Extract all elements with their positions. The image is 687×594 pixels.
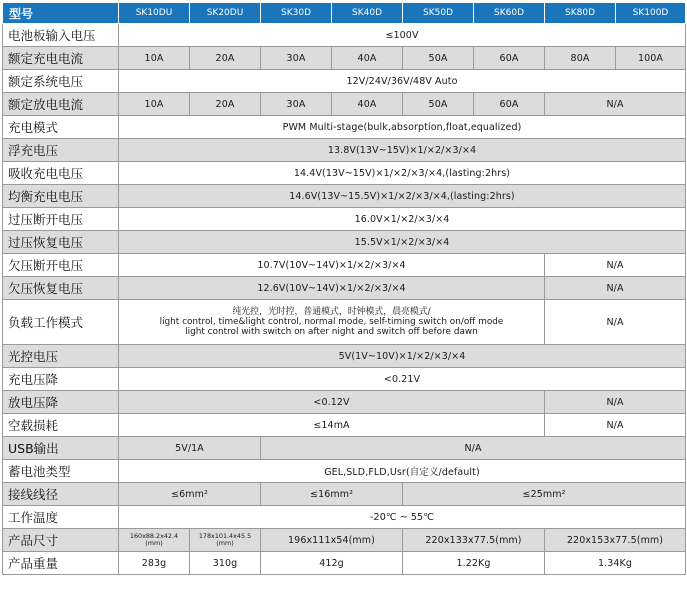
model-header-label: 型号 <box>3 3 119 24</box>
dimensions-size: 178x101.4x45.5 <box>198 532 252 540</box>
model-header-sk20du: SK20DU <box>190 3 261 24</box>
battery-type-value: GEL,SLD,FLD,Usr(自定义/default) <box>119 460 686 483</box>
row-under-disconnect <box>3 254 686 277</box>
row-usb-output <box>3 437 686 460</box>
row-weight <box>3 552 686 575</box>
charge-current-cell: 20A <box>190 47 261 70</box>
row-discharge-drop <box>3 391 686 414</box>
over-recover-value: 15.5V×1/×2/×3/×4 <box>119 231 686 254</box>
row-under-recover <box>3 277 686 300</box>
row-label: USB输出 <box>3 437 119 460</box>
discharge-current-cell: 40A <box>332 93 403 116</box>
row-over-recover <box>3 231 686 254</box>
row-label: 蓄电池类型 <box>3 460 119 483</box>
row-wire-size <box>3 483 686 506</box>
weight-cell: 310g <box>190 552 261 575</box>
charge-current-cell: 60A <box>474 47 545 70</box>
spec-table <box>2 2 686 575</box>
wire-size-cell: ≤16mm² <box>261 483 403 506</box>
usb-output-na: N/A <box>261 437 686 460</box>
row-battery-type <box>3 460 686 483</box>
dimensions-sk80-100: 220x153x77.5(mm) <box>545 529 686 552</box>
row-charge-mode <box>3 116 686 139</box>
row-float-voltage <box>3 139 686 162</box>
row-charge-drop <box>3 368 686 391</box>
row-equalize-voltage <box>3 185 686 208</box>
charge-current-cell: 80A <box>545 47 616 70</box>
dimensions-sk10 <box>119 529 190 552</box>
model-header-sk100d: SK100D <box>616 3 686 24</box>
row-label: 过压断开电压 <box>3 208 119 231</box>
under-disconnect-value: 10.7V(10V~14V)×1/×2/×3/×4 <box>119 254 545 277</box>
wire-size-cell: ≤25mm² <box>403 483 686 506</box>
under-recover-na: N/A <box>545 277 686 300</box>
charge-current-cell: 30A <box>261 47 332 70</box>
row-label: 电池板输入电压 <box>3 24 119 47</box>
row-system-voltage <box>3 70 686 93</box>
dimensions-sk50-60: 220x133x77.5(mm) <box>403 529 545 552</box>
load-mode-line: 纯光控，光时控，普通模式，时钟模式，晨亮模式/ <box>232 307 431 317</box>
discharge-current-na: N/A <box>545 93 686 116</box>
row-load-mode <box>3 300 686 345</box>
discharge-current-cell: 30A <box>261 93 332 116</box>
usb-output-value: 5V/1A <box>119 437 261 460</box>
panel-voltage-value: ≤100V <box>119 24 686 47</box>
header-row <box>3 3 686 24</box>
charge-current-cell: 40A <box>332 47 403 70</box>
model-header-sk60d: SK60D <box>474 3 545 24</box>
dimensions-sk20 <box>190 529 261 552</box>
charge-mode-value: PWM Multi-stage(bulk,absorption,float,equalized) <box>119 116 686 139</box>
dimensions-size: 160x88.2x42.4 <box>129 532 179 540</box>
row-label: 空载损耗 <box>3 414 119 437</box>
light-voltage-value: 5V(1V~10V)×1/×2/×3/×4 <box>119 345 686 368</box>
over-disconnect-value: 16.0V×1/×2/×3/×4 <box>119 208 686 231</box>
weight-cell: 412g <box>261 552 403 575</box>
row-label: 负载工作模式 <box>3 300 119 345</box>
idle-loss-value: ≤14mA <box>119 414 545 437</box>
dimensions-unit: (mm) <box>216 539 234 547</box>
row-label: 额定放电电流 <box>3 93 119 116</box>
load-mode-na: N/A <box>545 300 686 345</box>
model-header-sk50d: SK50D <box>403 3 474 24</box>
charge-current-cell: 10A <box>119 47 190 70</box>
row-absorb-voltage <box>3 162 686 185</box>
wire-size-cell: ≤6mm² <box>119 483 261 506</box>
row-panel-voltage <box>3 24 686 47</box>
load-mode-line: light control, time&light control, normal mode, self-timing switch on/off mode <box>159 317 504 327</box>
weight-cell: 1.34Kg <box>545 552 686 575</box>
row-label: 欠压恢复电压 <box>3 277 119 300</box>
row-label: 吸收充电电压 <box>3 162 119 185</box>
temperature-value: -20℃ ~ 55℃ <box>119 506 686 529</box>
model-header-sk80d: SK80D <box>545 3 616 24</box>
charge-current-cell: 50A <box>403 47 474 70</box>
under-disconnect-na: N/A <box>545 254 686 277</box>
row-label: 均衡充电电压 <box>3 185 119 208</box>
row-label: 产品尺寸 <box>3 529 119 552</box>
dimensions-sk30-40: 196x111x54(mm) <box>261 529 403 552</box>
row-label: 接线线径 <box>3 483 119 506</box>
equalize-voltage-value: 14.6V(13V~15.5V)×1/×2/×3/×4,(lasting:2hrs) <box>119 185 686 208</box>
row-label: 放电压降 <box>3 391 119 414</box>
row-label: 额定充电电流 <box>3 47 119 70</box>
model-header-sk30d: SK30D <box>261 3 332 24</box>
row-over-disconnect <box>3 208 686 231</box>
row-light-voltage <box>3 345 686 368</box>
idle-loss-na: N/A <box>545 414 686 437</box>
load-mode-line: light control with switch on after night and switch off before dawn <box>185 327 478 337</box>
discharge-current-cell: 10A <box>119 93 190 116</box>
row-label: 充电模式 <box>3 116 119 139</box>
model-header-sk40d: SK40D <box>332 3 403 24</box>
row-label: 工作温度 <box>3 506 119 529</box>
row-label: 额定系统电压 <box>3 70 119 93</box>
system-voltage-value: 12V/24V/36V/48V Auto <box>119 70 686 93</box>
under-recover-value: 12.6V(10V~14V)×1/×2/×3/×4 <box>119 277 545 300</box>
discharge-current-cell: 20A <box>190 93 261 116</box>
discharge-drop-value: <0.12V <box>119 391 545 414</box>
row-label: 过压恢复电压 <box>3 231 119 254</box>
row-label: 充电压降 <box>3 368 119 391</box>
row-temperature <box>3 506 686 529</box>
discharge-current-cell: 50A <box>403 93 474 116</box>
row-label: 欠压断开电压 <box>3 254 119 277</box>
discharge-drop-na: N/A <box>545 391 686 414</box>
row-label: 光控电压 <box>3 345 119 368</box>
discharge-current-cell: 60A <box>474 93 545 116</box>
load-mode-value <box>119 300 545 345</box>
weight-cell: 1.22Kg <box>403 552 545 575</box>
row-dimensions <box>3 529 686 552</box>
float-voltage-value: 13.8V(13V~15V)×1/×2/×3/×4 <box>119 139 686 162</box>
row-charge-current <box>3 47 686 70</box>
weight-cell: 283g <box>119 552 190 575</box>
model-header-sk10du: SK10DU <box>119 3 190 24</box>
row-idle-loss <box>3 414 686 437</box>
absorb-voltage-value: 14.4V(13V~15V)×1/×2/×3/×4,(lasting:2hrs) <box>119 162 686 185</box>
charge-current-cell: 100A <box>616 47 686 70</box>
charge-drop-value: <0.21V <box>119 368 686 391</box>
row-label: 产品重量 <box>3 552 119 575</box>
row-label: 浮充电压 <box>3 139 119 162</box>
row-discharge-current <box>3 93 686 116</box>
dimensions-unit: (mm) <box>145 539 163 547</box>
